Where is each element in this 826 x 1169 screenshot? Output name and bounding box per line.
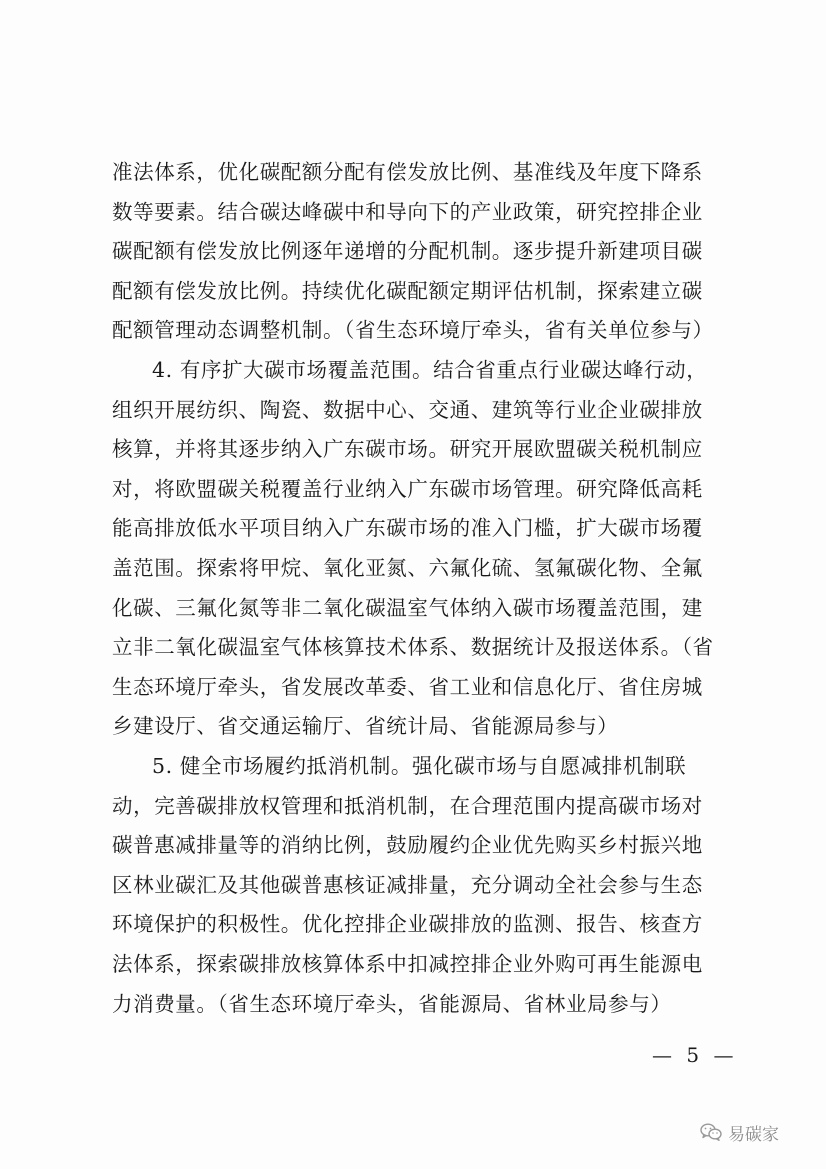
text-line: 核算，并将其逐步纳入广东碳市场。研究开展欧盟碳关税机制应 [112, 437, 703, 462]
text-line: 动，完善碳排放权管理和抵消机制，在合理范围内提高碳市场对 [112, 793, 703, 818]
text-line: 对，将欧盟碳关税覆盖行业纳入广东碳市场管理。研究降低高耗 [112, 476, 703, 501]
paragraph-first-line: 4. 有序扩大碳市场覆盖范围。结合省重点行业碳达峰行动， [152, 358, 708, 382]
text-line: 碳配额有偿发放比例逐年递增的分配机制。逐步提升新建项目碳 [112, 239, 703, 264]
text-line: 力消费量。（省生态环境厅牵头，省能源局、省林业局参与） [112, 991, 672, 1016]
text-line: 生态环境厅牵头，省发展改革委、省工业和信息化厅、省住房城 [112, 674, 703, 699]
paragraph-first-line: 5. 健全市场履约抵消机制。强化碳市场与自愿减排机制联 [152, 754, 687, 778]
text-line: 立非二氧化碳温室气体核算技术体系、数据统计及报送体系。（省 [112, 635, 714, 660]
text-line: 配额管理动态调整机制。（省生态环境厅牵头，省有关单位参与） [112, 318, 714, 343]
text-line: 环境保护的积极性。优化控排企业碳排放的监测、报告、核查方 [112, 912, 703, 937]
watermark-text: 易碳家 [728, 1124, 779, 1145]
page-number: — 5 — [652, 1043, 738, 1067]
text-line: 组织开展纺织、陶瓷、数据中心、交通、建筑等行业企业碳排放 [112, 397, 703, 422]
text-line: 乡建设厅、省交通运输厅、省统计局、省能源局参与） [112, 714, 619, 739]
text-line: 配额有偿发放比例。持续优化碳配额定期评估机制，探索建立碳 [112, 278, 703, 303]
text-line: 法体系，探索碳排放核算体系中扣减控排企业外购可再生能源电 [112, 952, 703, 976]
text-line: 准法体系，优化碳配额分配有偿发放比例、基准线及年度下降系 [112, 160, 703, 184]
wechat-icon [700, 1123, 722, 1141]
text-line: 盖范围。探索将甲烷、氧化亚氮、六氟化硫、氢氟碳化物、全氟 [112, 556, 703, 580]
wechat-watermark [700, 1117, 779, 1147]
text-line: 碳普惠减排量等的消纳比例，鼓励履约企业优先购买乡村振兴地 [112, 833, 703, 858]
text-line: 化碳、三氟化氮等非二氧化碳温室气体纳入碳市场覆盖范围，建 [112, 595, 703, 620]
text-line: 区林业碳汇及其他碳普惠核证减排量，充分调动全社会参与生态 [112, 872, 703, 897]
text-line: 能高排放低水平项目纳入广东碳市场的准入门槛，扩大碳市场覆 [112, 516, 703, 541]
text-line: 数等要素。结合碳达峰碳中和导向下的产业政策，研究控排企业 [112, 199, 703, 224]
